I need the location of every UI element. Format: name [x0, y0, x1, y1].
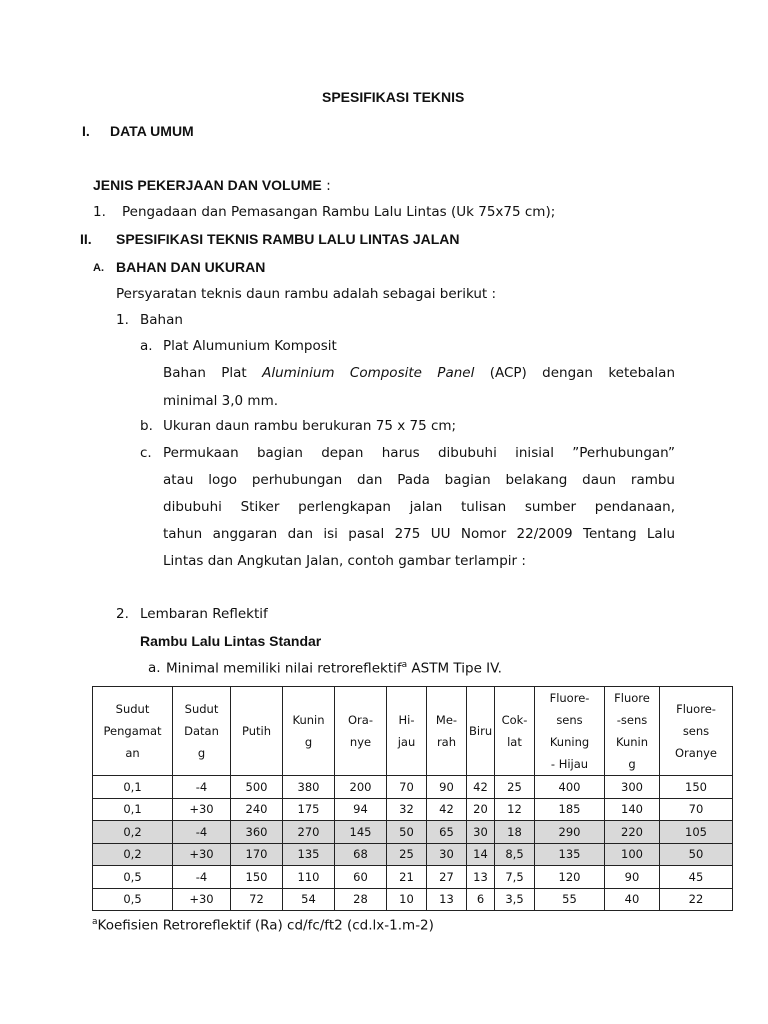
item-a-line-1-post: (ACP) dengan ketebalan [474, 365, 675, 381]
table-body [93, 776, 733, 911]
table-cell: 110 [283, 866, 335, 889]
column-header-line: g [304, 735, 313, 749]
minimal-text-pre: Minimal memiliki nilai retroreflektif [166, 660, 402, 677]
column-header-line: Kunin [292, 713, 325, 727]
table-cell: 60 [335, 866, 387, 889]
footnote-text: Koefisien Retroreflektif (Ra) cd/fc/ft2 (cd.lx-1.m-2) [97, 917, 434, 934]
column-header [283, 687, 335, 776]
item-1-number: 1. [93, 204, 106, 220]
item-b-number: b. [140, 418, 153, 434]
table-row [93, 888, 733, 911]
section-2-number: II. [80, 231, 92, 247]
table-cell: 175 [283, 798, 335, 821]
table-cell: 120 [535, 866, 605, 889]
minimal-number: a. [148, 660, 161, 676]
column-header-line: sens [556, 713, 583, 727]
section-a-number: A. [93, 262, 104, 274]
column-header-line: Fluore [614, 691, 650, 705]
column-header-line: Cok- [501, 713, 528, 727]
item-1-text: Pengadaan dan Pemasangan Rambu Lalu Lintas (Uk 75x75 cm); [122, 204, 556, 220]
column-header-line: g [197, 746, 206, 760]
table-cell: 6 [467, 888, 495, 911]
table-cell: 32 [387, 798, 427, 821]
table-cell: 42 [467, 776, 495, 799]
column-header [93, 687, 173, 776]
table-cell: 70 [387, 776, 427, 799]
minimal-text [166, 660, 502, 677]
table-cell: 135 [283, 843, 335, 866]
column-header-line: Ora- [348, 713, 373, 727]
item-c-number: c. [140, 445, 152, 461]
table-row [93, 776, 733, 799]
item-a-line-1 [163, 365, 675, 381]
table-cell: 55 [535, 888, 605, 911]
item-c-line-4: tahun anggaran dan isi pasal 275 UU Nomor 22/2009 Tentang Lalu [163, 526, 675, 542]
table-cell: 25 [495, 776, 535, 799]
item-a-title: Plat Alumunium Komposit [163, 338, 337, 354]
table-cell: 300 [605, 776, 660, 799]
table-header-row [93, 687, 733, 776]
minimal-superscript: a [401, 660, 408, 670]
table-cell: 94 [335, 798, 387, 821]
table-cell: 200 [335, 776, 387, 799]
item-a-line-1-italic: Aluminium Composite Panel [262, 365, 475, 381]
item-a-line-1-pre: Bahan Plat [163, 365, 263, 381]
table-cell: 22 [660, 888, 733, 911]
table-cell: 0,2 [93, 821, 173, 844]
column-header-line: Me- [435, 713, 458, 727]
item-c-line-5: Lintas dan Angkutan Jalan, contoh gambar terlampir : [163, 553, 526, 569]
column-header-line: an [125, 746, 140, 760]
table-row [93, 843, 733, 866]
retroreflectivity-table [92, 686, 733, 911]
column-header-line: nye [349, 735, 372, 749]
table-cell: 13 [467, 866, 495, 889]
jenis-pekerjaan-label: JENIS PEKERJAAN DAN VOLUME [93, 177, 322, 193]
table-cell: 0,2 [93, 843, 173, 866]
item-c-line-3: dibubuhi Stiker perlengkapan jalan tulisan sumber pendanaan, [163, 499, 675, 515]
table-cell: 10 [387, 888, 427, 911]
table-cell: 105 [660, 821, 733, 844]
table-cell: 90 [605, 866, 660, 889]
table-cell: 50 [387, 821, 427, 844]
intro-text: Persyaratan teknis daun rambu adalah sebagai berikut : [116, 286, 497, 302]
column-header-line: Oranye [675, 746, 717, 760]
lembaran-label: Lembaran Reflektif [140, 606, 268, 622]
table-cell: 40 [605, 888, 660, 911]
table-cell: 150 [660, 776, 733, 799]
column-header-line: Fluore- [676, 702, 716, 716]
table-cell: 30 [467, 821, 495, 844]
column-header [535, 687, 605, 776]
column-header-line: jau [397, 735, 416, 749]
table-cell: 400 [535, 776, 605, 799]
lembaran-number: 2. [116, 606, 129, 622]
table-cell: 500 [231, 776, 283, 799]
minimal-text-post: ASTM Tipe IV. [407, 660, 502, 677]
item-a-line-2: minimal 3,0 mm. [163, 393, 279, 409]
table-cell: 21 [387, 866, 427, 889]
table-cell: 72 [231, 888, 283, 911]
table-cell: 0,1 [93, 776, 173, 799]
column-header-line: Datan [184, 724, 219, 738]
table-cell: 170 [231, 843, 283, 866]
table-cell: 28 [335, 888, 387, 911]
column-header [660, 687, 733, 776]
column-header-line: Pengamat [103, 724, 162, 738]
column-header-line: Sudut [115, 702, 150, 716]
item-a-number: a. [140, 338, 153, 354]
table-cell: 20 [467, 798, 495, 821]
rambu-standar-heading: Rambu Lalu Lintas Standar [140, 633, 322, 649]
table-cell: 0,1 [93, 798, 173, 821]
column-header-line: Kunin [615, 735, 649, 749]
table-cell: 135 [535, 843, 605, 866]
table-cell: 360 [231, 821, 283, 844]
column-header-line: rah [436, 735, 457, 749]
page-title: SPESIFIKASI TEKNIS [322, 89, 465, 105]
item-c-line-1: Permukaan bagian depan harus dibubuhi inisial ”Perhubungan” [163, 445, 675, 461]
table-cell: +30 [173, 888, 231, 911]
table-cell: +30 [173, 798, 231, 821]
column-header [173, 687, 231, 776]
table-cell: 50 [660, 843, 733, 866]
table-cell: 14 [467, 843, 495, 866]
table-cell: 290 [535, 821, 605, 844]
table-cell: 380 [283, 776, 335, 799]
column-header [605, 687, 660, 776]
table-cell: 68 [335, 843, 387, 866]
table-cell: 70 [660, 798, 733, 821]
bahan-number: 1. [116, 312, 129, 328]
table-cell: 185 [535, 798, 605, 821]
table-cell: 13 [427, 888, 467, 911]
table-cell: -4 [173, 776, 231, 799]
table-cell: 240 [231, 798, 283, 821]
table-cell: 0,5 [93, 866, 173, 889]
column-header-line: g [628, 757, 636, 771]
table-cell: 12 [495, 798, 535, 821]
column-header [387, 687, 427, 776]
table-cell: 42 [427, 798, 467, 821]
table-cell: 145 [335, 821, 387, 844]
table-cell: 100 [605, 843, 660, 866]
jenis-pekerjaan-colon: : [321, 178, 331, 194]
table-cell: 8,5 [495, 843, 535, 866]
column-header-line: sens [682, 724, 710, 738]
table-cell: 140 [605, 798, 660, 821]
table-cell: 0,5 [93, 888, 173, 911]
column-header [231, 687, 283, 776]
jenis-pekerjaan-heading [93, 177, 331, 194]
table-cell: 30 [427, 843, 467, 866]
column-header-line: Hi- [398, 713, 415, 727]
column-header [335, 687, 387, 776]
table-row [93, 866, 733, 889]
table-row [93, 798, 733, 821]
section-1-title: DATA UMUM [110, 123, 194, 139]
table-cell: 65 [427, 821, 467, 844]
bahan-label: Bahan [140, 312, 183, 328]
column-header [495, 687, 535, 776]
table-cell: 220 [605, 821, 660, 844]
section-a-title: BAHAN DAN UKURAN [116, 259, 266, 275]
column-header [467, 687, 495, 776]
column-header-line: Sudut [184, 702, 219, 716]
table-cell: 18 [495, 821, 535, 844]
table-cell: 27 [427, 866, 467, 889]
table-cell: 7,5 [495, 866, 535, 889]
table-cell: +30 [173, 843, 231, 866]
table-cell: 270 [283, 821, 335, 844]
table-cell: 54 [283, 888, 335, 911]
column-header-line: Putih [241, 724, 271, 738]
table-cell: 45 [660, 866, 733, 889]
table-cell: 150 [231, 866, 283, 889]
footnote-superscript: a [92, 917, 98, 927]
section-1-number: I. [82, 123, 90, 139]
item-c-line-2: atau logo perhubungan dan Pada bagian belakang daun rambu [163, 472, 675, 488]
column-header-line: -sens [616, 713, 648, 727]
table-cell: 25 [387, 843, 427, 866]
column-header-line: Kuning [549, 735, 590, 749]
section-2-title: SPESIFIKASI TEKNIS RAMBU LALU LINTAS JALAN [116, 231, 460, 247]
column-header [427, 687, 467, 776]
table-cell: 90 [427, 776, 467, 799]
column-header-line: lat [507, 735, 522, 749]
item-b-text: Ukuran daun rambu berukuran 75 x 75 cm; [163, 418, 457, 434]
table-cell: 3,5 [495, 888, 535, 911]
column-header-line: Fluore- [549, 691, 590, 705]
table-cell: -4 [173, 821, 231, 844]
column-header-line: Biru [469, 724, 493, 738]
table-row [93, 821, 733, 844]
column-header-line: - Hijau [550, 757, 589, 771]
table-cell: -4 [173, 866, 231, 889]
footnote [92, 917, 434, 934]
